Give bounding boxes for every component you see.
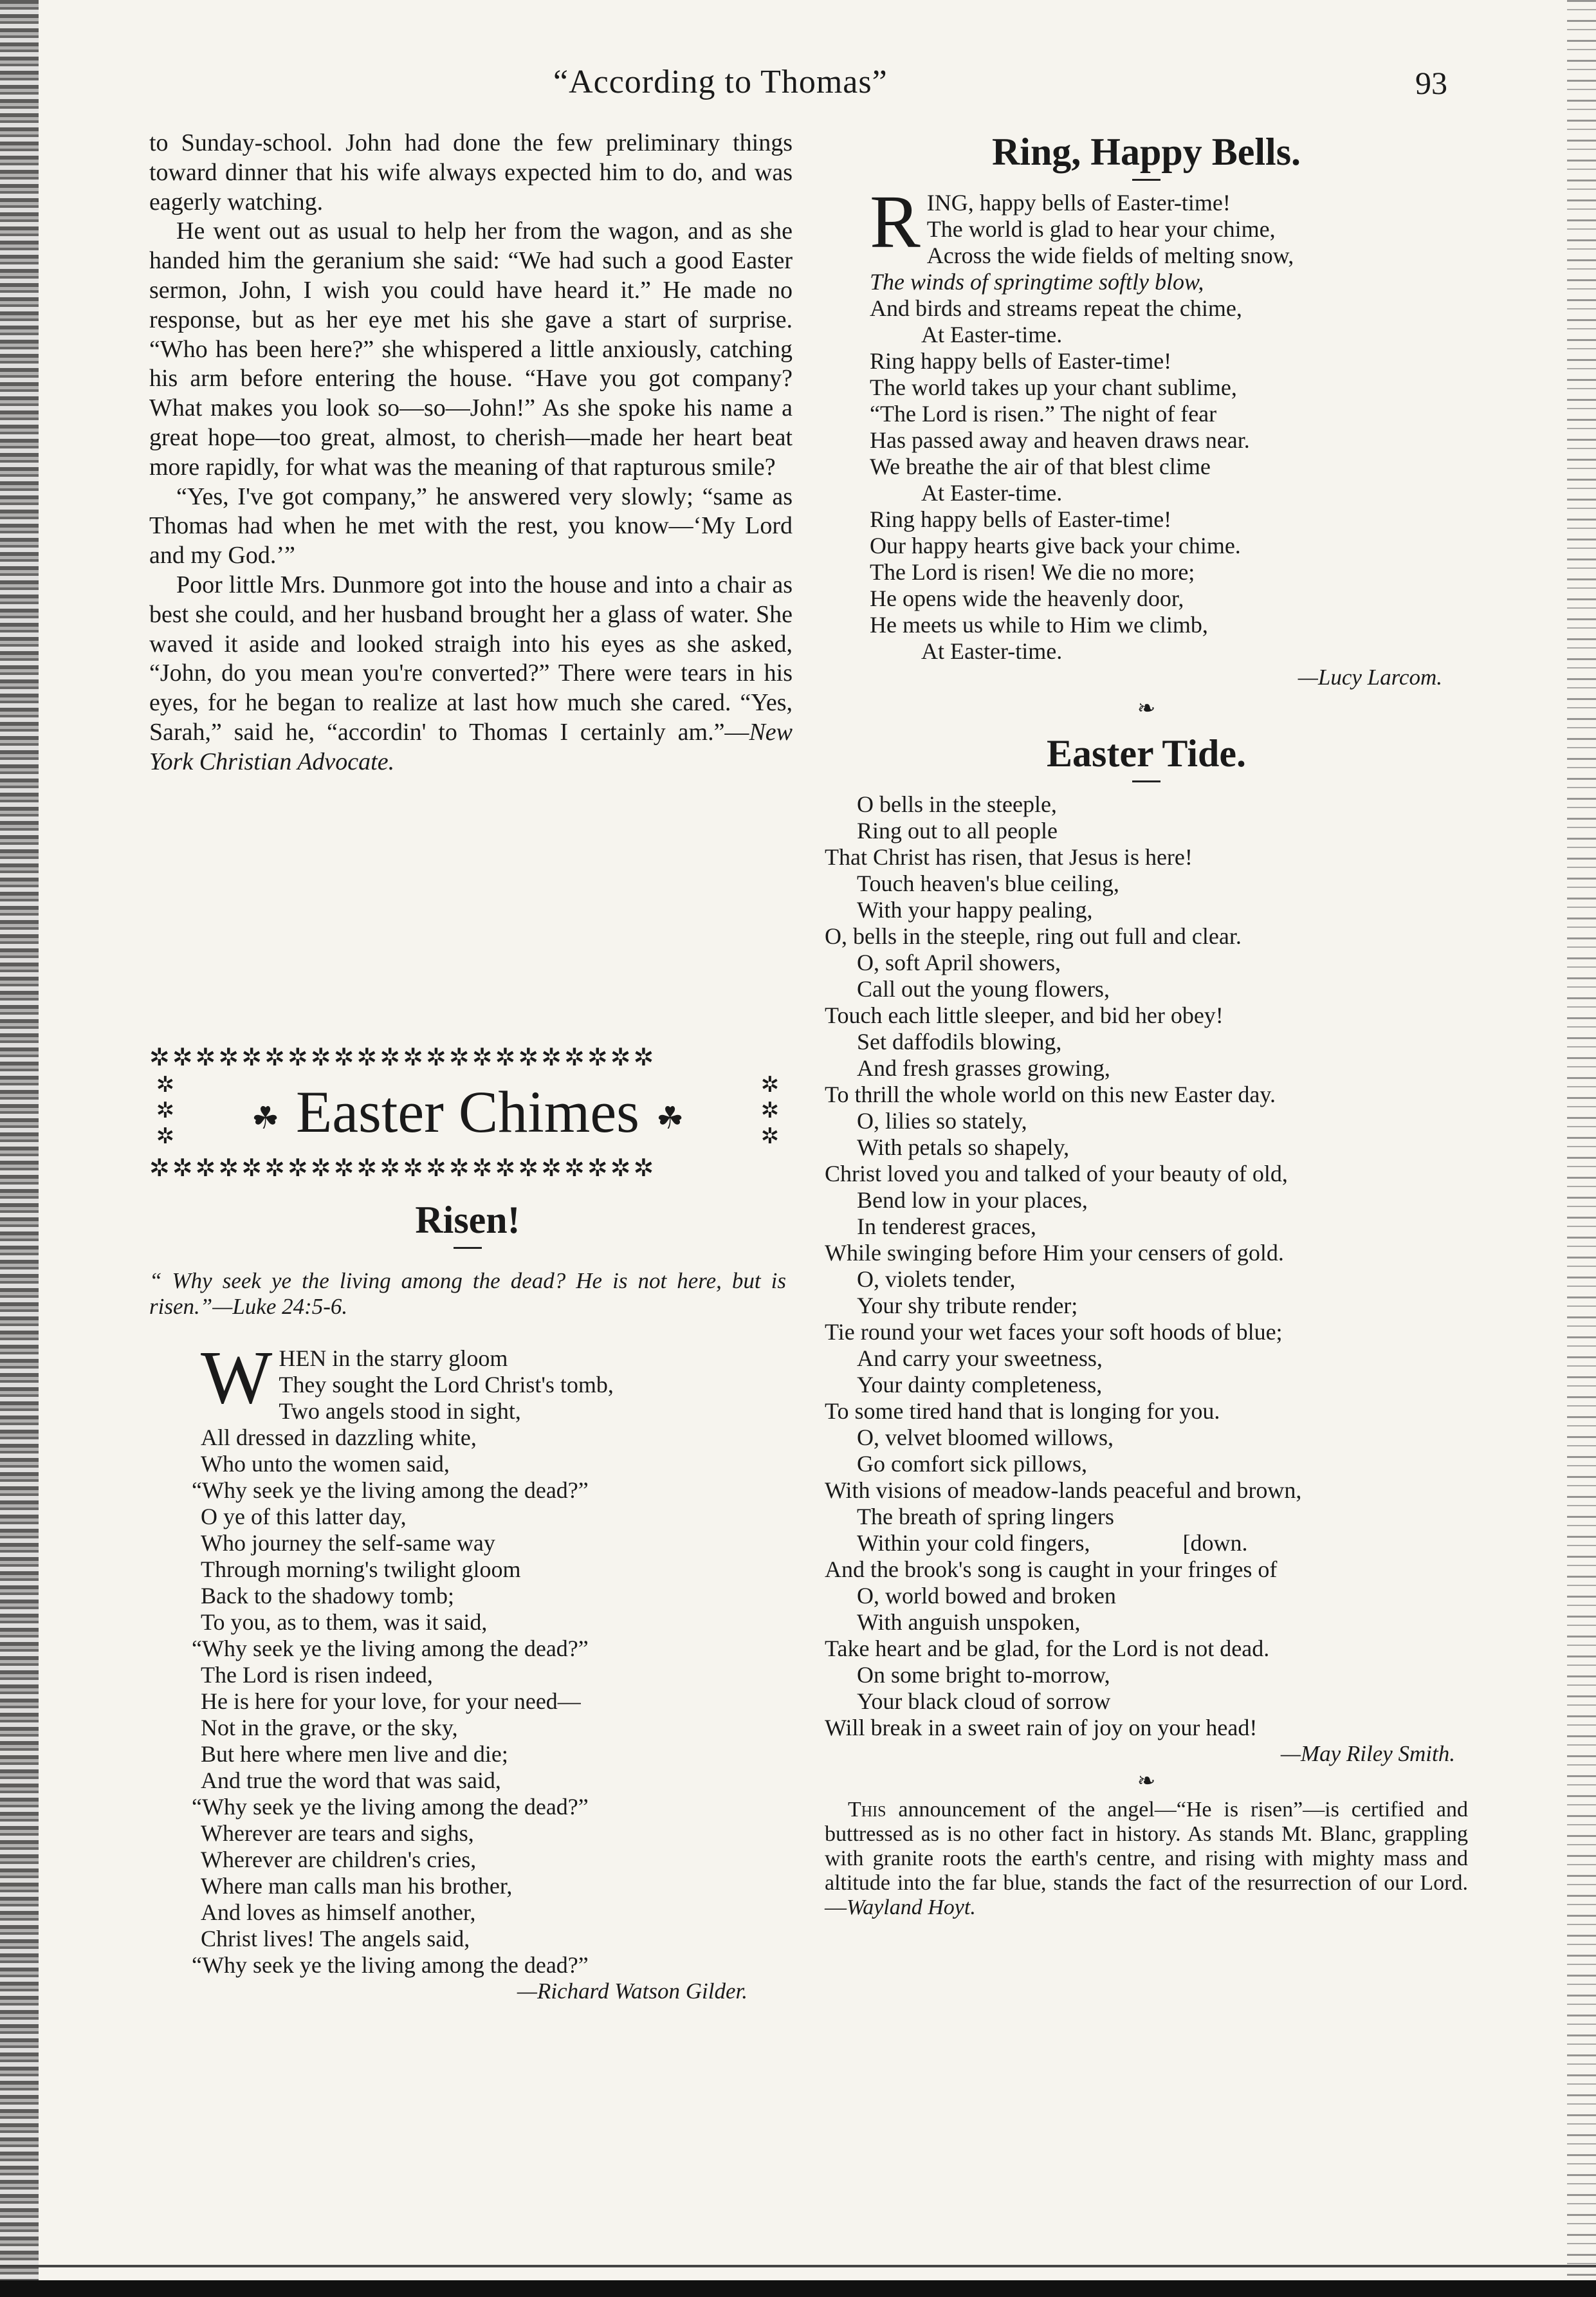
page-edge-left [0,0,39,2297]
poem-body [149,1335,786,2004]
poem-line: And true the word that was said, [201,1767,501,1793]
stanza [870,348,1449,506]
poem-line: The winds of springtime softly blow, [870,269,1204,295]
poem-line: In tenderest graces, [857,1213,1036,1239]
title-rule [1132,179,1160,181]
fleuron-ornament: ❧ [1137,1768,1156,1794]
poem-line: Ring out to all people [857,818,1058,844]
poem-line: Christ loved you and talked of your beauty of old, [825,1161,1288,1186]
poem-title: Easter Tide. [1046,732,1247,775]
poem-line: HEN in the starry gloom [279,1345,508,1371]
poem-title: Ring, Happy Bells. [991,131,1301,173]
story-column [149,129,793,777]
poem-line: O bells in the steeple, [857,791,1057,817]
poem-line: Will break in a sweet rain of joy on your head! [825,1715,1258,1740]
poetry-column [825,129,1468,1920]
story-paragraph: He went out as usual to help her from the wagon, and as she handed him the geranium she said: “We had such a good Easter sermon, John, I wish you could have heard it.” He made no response, but as her eye met his she gave a start of surprise. “Who has been here?” she whispered a little anxiously, catching his arm before entering the house. “Have you got company? What makes you look so—so—John!” As she spoke his name a great hope—too great, almost, to cherish—made her heart beat more rapidly, for what was the meaning of that rapturous smile? [149,217,793,481]
poem-line: “Why seek ye the living among the dead?” [192,1477,589,1503]
star-border-top: ✲✲✲✲✲✲✲✲✲✲✲✲✲✲✲✲✲✲✲✲✲✲ [149,1043,657,1071]
shamrock-icon: ☘ [656,1100,684,1136]
closing-author: Wayland Hoyt. [847,1896,976,1919]
poem-line: Set daffodils blowing, [857,1029,1062,1055]
poem-line: O ye of this latter day, [201,1504,407,1529]
stanza [870,180,1449,348]
poem-line: O, lilies so stately, [857,1108,1027,1134]
poem-line: “Why seek ye the living among the dead?” [192,1794,589,1820]
poem-line: ING, happy bells of Easter-time! [926,190,1231,216]
poem-line: Where man calls man his brother, [201,1873,513,1899]
poem-line: With anguish unspoken, [857,1609,1081,1635]
poem-line: Call out the young flowers, [857,976,1110,1002]
poem-line: Not in the grave, or the sky, [201,1715,458,1740]
stanza [192,1662,786,1820]
poem-line: Take heart and be glad, for the Lord is not dead. [825,1636,1270,1661]
closing-quote [825,1798,1468,1920]
poem-line: And birds and streams repeat the chime, [870,295,1242,321]
poem-line: While swinging before Him your censers of gold. [825,1240,1284,1266]
title-rule [1132,780,1160,782]
poem-line: Tie round your wet faces your soft hoods of blue; [825,1319,1283,1345]
poem-line: The Lord is risen! We die no more; [870,559,1195,585]
poem-line: Across the wide fields of melting snow, [926,243,1294,268]
poem-line: But here where men live and die; [201,1741,508,1767]
poem-line: He is here for your love, for your need— [201,1688,581,1714]
poem-line: “Why seek ye the living among the dead?” [192,1952,589,1978]
poem-line: O, soft April showers, [857,950,1061,975]
stanza [825,1425,1468,1583]
poem-line: To you, as to them, was it said, [201,1609,488,1635]
poem-line: Who journey the self-same way [201,1530,495,1556]
poem-line: All dressed in dazzling white, [201,1425,477,1450]
poem-line: Go comfort sick pillows, [857,1451,1087,1477]
star-glyph: ✲ [760,1072,780,1098]
shamrock-icon: ☘ [251,1100,279,1136]
poem-line: Ring happy bells of Easter-time! [870,506,1172,532]
poem-line: Your shy tribute render; [857,1293,1078,1318]
stanza [192,1504,786,1662]
poem-line: At Easter-time. [921,638,1063,664]
poem-line: Your dainty completeness, [857,1372,1103,1398]
poem-body [825,791,1468,1767]
poem-line: “Why seek ye the living among the dead?” [192,1636,589,1661]
poem-line: O, bells in the steeple, ring out full and clear. [825,923,1242,949]
poem-line: Within your cold fingers, [down. [857,1530,1248,1556]
poem-line: That Christ has risen, that Jesus is here! [825,844,1193,870]
running-head: “According to Thomas” [553,64,888,100]
star-glyph: ✲ [760,1123,780,1149]
stanza [825,1108,1468,1266]
section-title: Easter Chimes [296,1079,639,1145]
stanza [825,1266,1468,1425]
poem-line: Bend low in your places, [857,1187,1088,1213]
poem-line: With visions of meadow-lands peaceful and brown, [825,1477,1302,1503]
poem-body [825,180,1449,690]
risen-poem [149,1197,786,2004]
poem-line: And fresh grasses growing, [857,1055,1110,1081]
easter-chimes-banner [149,1042,786,1183]
poem-line: The world takes up your chant sublime, [870,374,1237,400]
stanza [192,1820,786,1979]
poem-line: And loves as himself another, [201,1899,476,1925]
drop-cap: R [870,180,921,264]
story-paragraph-text: Poor little Mrs. Dunmore got into the house and into a chair as best she could, and her husband brought her a glass of water. She waved it aside and looked straigh into his eyes as she asked, “John, do you mean you're converted?” There were tears in his eyes, for he began to realize at last how much she cared. “Yes, Sarah,” said he, “accordin' to Thomas I certainly am.”— [149,571,793,746]
poem-line: The Lord is risen indeed, [201,1662,433,1688]
drop-cap: W [201,1335,273,1419]
story-paragraph: to Sunday-school. John had done the few preliminary things toward dinner that his wife always expected him to do, and was eagerly watching. [149,129,793,216]
stanza [192,1335,786,1504]
poem-line: On some bright to-morrow, [857,1662,1110,1688]
story-paragraph [149,571,793,777]
star-border-bottom: ✲✲✲✲✲✲✲✲✲✲✲✲✲✲✲✲✲✲✲✲✲✲ [149,1154,657,1182]
fleuron-ornament: ❧ [1137,696,1156,721]
poem-line: O, velvet bloomed willows, [857,1425,1114,1450]
poem-line: O, violets tender, [857,1266,1016,1292]
page-bottom-edge [0,2280,1596,2297]
poem-line: And carry your sweetness, [857,1345,1103,1371]
poem-line: Christ lives! The angels said, [201,1926,470,1951]
poem-line: Back to the shadowy tomb; [201,1583,454,1609]
poem-author: —Lucy Larcom. [1298,665,1442,690]
poem-author: —May Riley Smith. [1280,1741,1455,1766]
star-glyph: ✲ [760,1098,780,1123]
page-bottom-rule [0,2265,1596,2267]
poem-line: They sought the Lord Christ's tomb, [279,1372,614,1398]
poem-line: Wherever are tears and sighs, [201,1820,474,1846]
poem-line: And the brook's song is caught in your fringes of [825,1556,1278,1582]
page-number: 93 [1415,65,1447,101]
poem-line: With your happy pealing, [857,897,1093,923]
poem-line: Through morning's twilight gloom [201,1556,521,1582]
poem-line: The breath of spring lingers [857,1504,1114,1529]
story-source: New York Christian Advocate. [149,718,793,775]
poem-line: He meets us while to Him we climb, [870,612,1208,638]
poem-line: We breathe the air of that blest clime [870,454,1211,479]
stanza [825,950,1468,1108]
poem-line: At Easter-time. [921,480,1063,506]
stanza [825,791,1468,950]
poem-line: Touch heaven's blue ceiling, [857,871,1119,896]
star-glyph: ✲ [156,1072,175,1098]
poem-title: Risen! [415,1199,520,1241]
poem-author: —Richard Watson Gilder. [517,1979,748,2004]
poem-line: O, world bowed and broken [857,1583,1116,1609]
poem-line: “The Lord is risen.” The night of fear [870,401,1217,427]
star-glyph: ✲ [156,1123,175,1149]
story-paragraph: “Yes, I've got company,” he answered very slowly; “same as Thomas had when he met with the rest, you know—‘My Lord and my God.’” [149,483,793,569]
section-heading [149,1075,786,1156]
title-rule [454,1247,482,1249]
poem-line: Who unto the women said, [201,1451,450,1477]
poem-line: Two angels stood in sight, [279,1398,521,1424]
poem-line: At Easter-time. [921,322,1063,347]
poem-line: Has passed away and heaven draws near. [870,427,1250,453]
poem-line: Our happy hearts give back your chime. [870,533,1241,558]
poem-line: To thrill the whole world on this new Easter day. [825,1082,1276,1107]
stanza [870,506,1449,665]
poem-line: To some tired hand that is longing for you. [825,1398,1220,1424]
star-glyph: ✲ [156,1098,175,1123]
poem-line: Your black cloud of sorrow [857,1688,1111,1714]
poem-line: Ring happy bells of Easter-time! [870,348,1172,374]
page-edge-right [1567,0,1596,2297]
poem-line: With petals so shapely, [857,1134,1070,1160]
poem-line: Touch each little sleeper, and bid her obey! [825,1002,1224,1028]
poem-line: Wherever are children's cries, [201,1847,477,1872]
poem-line: He opens wide the heavenly door, [870,586,1184,611]
closing-paragraph [825,1798,1468,1920]
closing-text: announcement of the angel—“He is risen”—is certified and buttressed as is no other fact in history. As stands Mt. Blanc, grappling with granite roots the earth's centre, and rising with mighty mass and altitude into the far blue, stands the fact of the resurrection of our Lord.— [825,1798,1468,1919]
stanza [825,1583,1468,1741]
epigraph: “ Why seek ye the living among the dead? He is not here, but is risen.”—Luke 24:5-6. [149,1268,786,1319]
closing-lead: This [848,1798,886,1822]
poem-line: The world is glad to hear your chime, [926,216,1276,242]
